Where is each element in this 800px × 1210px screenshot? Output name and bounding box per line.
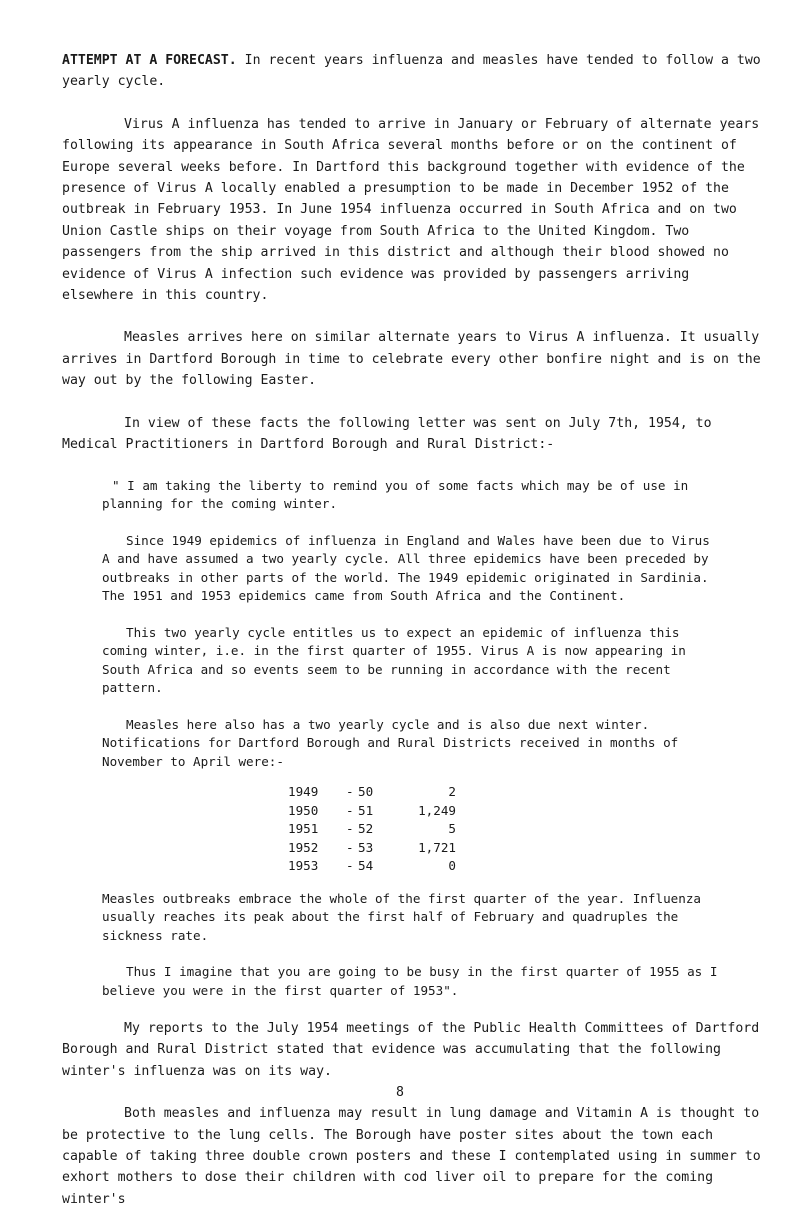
table-row [288,802,456,821]
table-row [288,783,456,802]
period-end-cell: 51 [358,802,374,818]
notification-count-cell: 5 [448,821,456,836]
notification-count-cell: 0 [448,858,456,873]
letter-paragraph-2: Since 1949 epidemics of influenza in England and Wales have been due to Virus A and have assumed a two yearly cycle. All three epidemics have been preceded by outbreaks in other parts of the world. The 1949 epidemic originated in Sardinia. The 1951 and 1953 epidemics came from South Africa and the Continent. [102,532,710,603]
measles-paragraph: Measles arrives here on similar alternate years to Virus A influenza. It usually arrives in Dartford Borough in time to celebrate every other bonfire night and is on the way out by the following Easter. [62,330,761,389]
period-end-cell: 54 [358,858,374,873]
quoted-letter [102,477,724,1001]
period-end-cell: 52 [358,821,374,836]
letter-paragraph-4: Measles here also has a two yearly cycle and is also due next winter. Notifications for Dartford Borough and Rural Districts received in months of November to April were:- [102,716,679,769]
separator-cell: - [346,802,354,818]
period-start-cell: 1951 [288,821,319,836]
separator-cell: - [346,784,354,799]
letter-intro-paragraph: In view of these facts the following letter was sent on July 7th, 1954, to Medical Practitioners in Dartford Borough and Rural District:- [62,415,712,453]
virus-a-paragraph: Virus A influenza has tended to arrive in January or February of alternate years following its appearance in South Africa several months before or on the continent of Europe several weeks before. In Dartford this background together with evidence of the presence of Virus A locally enabled a presumption to be made in December 1952 of the outbreak in February 1953. In June 1954 influenza occurred in South Africa and on two Union Castle ships on their voyage from South Africa to the United Kingdom. Two passengers from the ship arrived in this district and although their blood showed no evidence of Virus A infection such evidence was provided by passengers arriving elsewhere in this country. [62,116,760,304]
intro-text: In recent years influenza and measles have tended to follow a two yearly cycle. [62,53,761,90]
notification-count-cell: 1,721 [418,839,456,855]
period-end-cell: 50 [358,784,374,799]
letter-paragraph-1: " I am taking the liberty to remind you of some facts which may be of use in planning for the coming winter. [102,477,689,511]
table-row [288,839,456,858]
document-page [62,50,762,1210]
table-row [288,857,456,876]
measles-notifications-table [288,783,456,876]
period-start-cell: 1953 [288,858,319,873]
vitamin-a-paragraph: Both measles and influenza may result in lung damage and Vitamin A is thought to be protective to the lung cells. The Borough have poster sites about the town each capable of taking three double crown posters and these I contemplated using in summer to exhort mothers to dose their children with cod liver oil to prepare for the coming winter's [62,1106,761,1207]
separator-cell: - [346,858,354,873]
letter-paragraph-5: Measles outbreaks embrace the whole of the first quarter of the year. Influenza usually reaches its peak about the first half of February and quadruples the sickness rate. [102,890,701,943]
notification-count-cell: 1,249 [418,802,456,818]
section-heading: ATTEMPT AT A FORECAST. [62,53,237,68]
page-number: 8 [396,1085,404,1100]
intro-paragraph [62,50,762,93]
period-start-cell: 1952 [288,839,319,855]
period-start-cell: 1950 [288,802,319,818]
table-row [288,820,456,839]
period-start-cell: 1949 [288,784,319,799]
period-end-cell: 53 [358,839,374,855]
separator-cell: - [346,821,354,836]
notification-count-cell: 2 [448,784,456,799]
reports-paragraph: My reports to the July 1954 meetings of the Public Health Committees of Dartford Borough and Rural District stated that evidence was accumulating that the following winter's influenza was on its way. [62,1021,760,1079]
separator-cell: - [346,839,354,855]
letter-paragraph-3: This two yearly cycle entitles us to expect an epidemic of influenza this coming winter, i.e. in the first quarter of 1955. Virus A is now appearing in South Africa and so events seem to be running in accordance with the recent pattern. [102,624,686,695]
letter-paragraph-6: Thus I imagine that you are going to be busy in the first quarter of 1955 as I believe you were in the first quarter of 1953". [102,964,718,998]
